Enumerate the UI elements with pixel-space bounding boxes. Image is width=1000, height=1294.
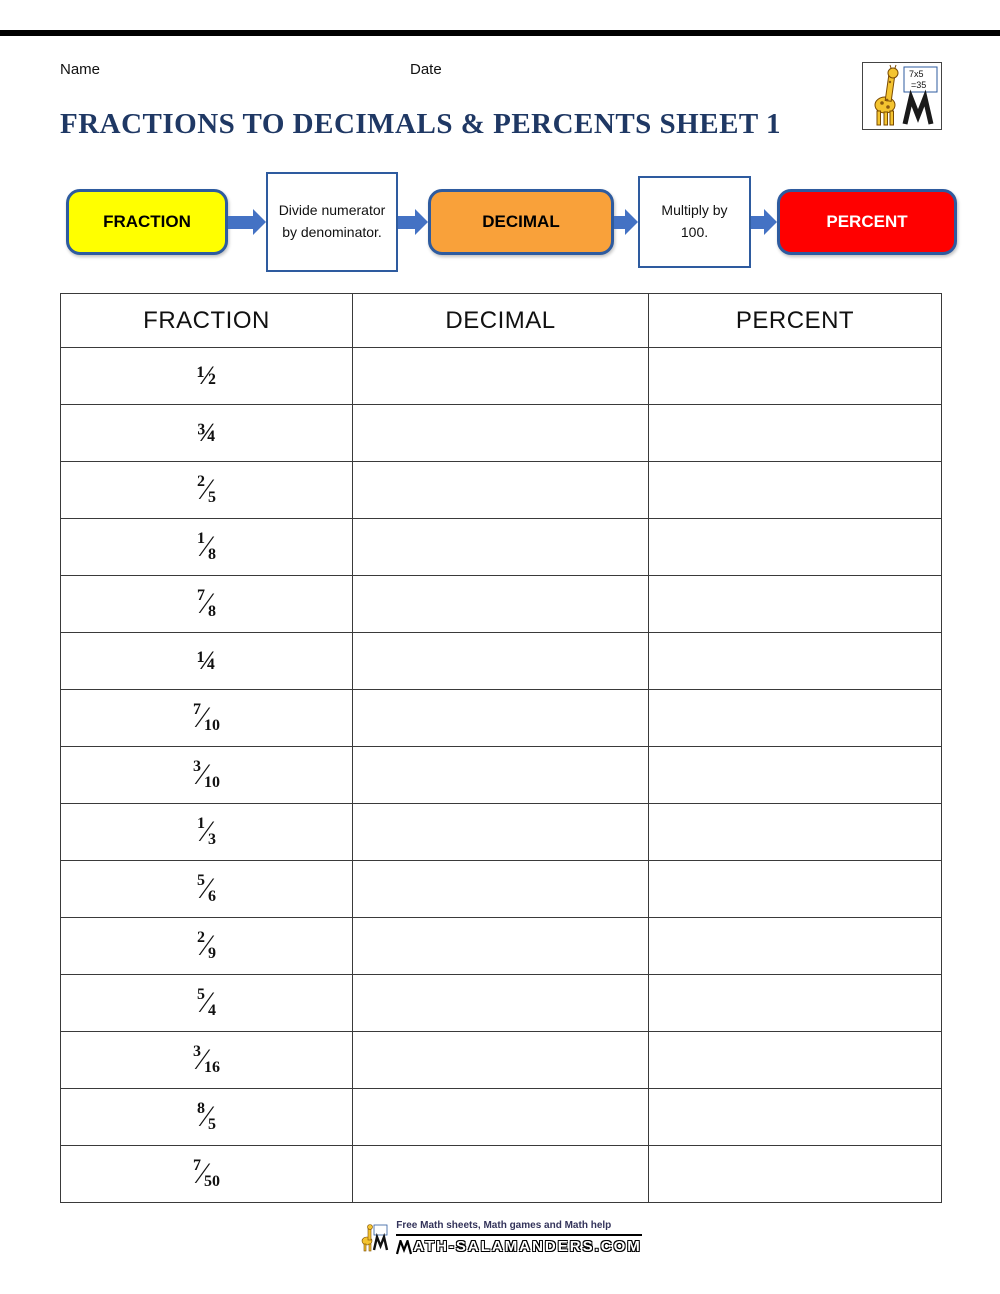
- decimal-blank-cell: [353, 975, 649, 1032]
- fraction-cell: 5 ⁄ 6: [61, 861, 353, 918]
- percent-blank-cell: [649, 1089, 942, 1146]
- table-row: [61, 462, 942, 519]
- footer-site-text: ATH-SALAMANDERS.COM: [413, 1238, 642, 1255]
- fraction-box-label: FRACTION: [103, 212, 191, 231]
- percent-blank-cell: [649, 405, 942, 462]
- footer: [0, 1220, 1000, 1255]
- decimal-blank-cell: [353, 1089, 649, 1146]
- fraction-cell: ¾: [61, 405, 353, 462]
- fraction-cell: 1 ⁄ 3: [61, 804, 353, 861]
- decimal-box: [428, 189, 614, 255]
- percent-blank-cell: [649, 1146, 942, 1203]
- fraction-cell: 7 ⁄ 10: [61, 690, 353, 747]
- fraction-cell: 2 ⁄ 9: [61, 918, 353, 975]
- decimal-blank-cell: [353, 918, 649, 975]
- arrow-right-icon: [398, 209, 428, 235]
- divide-note-text: Divide numerator by denominator.: [278, 202, 386, 240]
- table-row: [61, 861, 942, 918]
- conversion-flow: [66, 170, 961, 274]
- table-row: [61, 747, 942, 804]
- salamanders-m-icon: [396, 1240, 412, 1255]
- table-row: [61, 1032, 942, 1089]
- footer-divider: [396, 1234, 642, 1236]
- percent-blank-cell: [649, 918, 942, 975]
- arrow-right-icon: [228, 209, 266, 235]
- fraction-cell: 7 ⁄ 50: [61, 1146, 353, 1203]
- footer-text-block: [396, 1220, 642, 1255]
- decimal-blank-cell: [353, 519, 649, 576]
- column-header-decimal: DECIMAL: [353, 294, 649, 348]
- decimal-blank-cell: [353, 348, 649, 405]
- date-label: Date: [410, 61, 442, 78]
- divide-note-box: [266, 172, 398, 272]
- site-logo: [862, 62, 942, 130]
- table-header-row: [61, 294, 942, 348]
- multiply-note-box: [638, 176, 751, 268]
- percent-blank-cell: [649, 519, 942, 576]
- table-row: [61, 348, 942, 405]
- percent-box-label: PERCENT: [826, 212, 908, 231]
- fraction-box: [66, 189, 228, 255]
- fraction-cell: 8 ⁄ 5: [61, 1089, 353, 1146]
- page-title: FRACTIONS TO DECIMALS & PERCENTS SHEET 1: [60, 108, 781, 140]
- arrow-right-icon: [614, 209, 638, 235]
- worksheet-table: [60, 293, 942, 1203]
- table-row: [61, 975, 942, 1032]
- top-divider: [0, 30, 1000, 36]
- percent-blank-cell: [649, 1032, 942, 1089]
- column-header-percent: PERCENT: [649, 294, 942, 348]
- fraction-cell: ¼: [61, 633, 353, 690]
- fraction-cell: 3 ⁄ 10: [61, 747, 353, 804]
- multiply-note-text: Multiply by 100.: [661, 202, 728, 240]
- svg-text:7x5: 7x5: [909, 69, 924, 79]
- decimal-blank-cell: [353, 576, 649, 633]
- arrow-right-icon: [751, 209, 777, 235]
- svg-text:=35: =35: [911, 80, 927, 90]
- decimal-blank-cell: [353, 747, 649, 804]
- footer-tagline: Free Math sheets, Math games and Math help: [396, 1220, 612, 1231]
- giraffe-logo-icon: [864, 64, 940, 128]
- decimal-box-label: DECIMAL: [482, 212, 560, 231]
- fraction-cell: 7 ⁄ 8: [61, 576, 353, 633]
- percent-blank-cell: [649, 462, 942, 519]
- table-row: [61, 918, 942, 975]
- fraction-cell: ½: [61, 348, 353, 405]
- decimal-blank-cell: [353, 462, 649, 519]
- decimal-blank-cell: [353, 690, 649, 747]
- percent-blank-cell: [649, 576, 942, 633]
- percent-blank-cell: [649, 747, 942, 804]
- percent-blank-cell: [649, 861, 942, 918]
- decimal-blank-cell: [353, 1146, 649, 1203]
- decimal-blank-cell: [353, 861, 649, 918]
- decimal-blank-cell: [353, 1032, 649, 1089]
- fraction-cell: 1 ⁄ 8: [61, 519, 353, 576]
- column-header-fraction: FRACTION: [61, 294, 353, 348]
- footer-site-name: [396, 1238, 642, 1255]
- fraction-cell: 3 ⁄ 16: [61, 1032, 353, 1089]
- percent-box: [777, 189, 957, 255]
- percent-blank-cell: [649, 975, 942, 1032]
- decimal-blank-cell: [353, 804, 649, 861]
- table-row: [61, 633, 942, 690]
- percent-blank-cell: [649, 804, 942, 861]
- percent-blank-cell: [649, 633, 942, 690]
- name-label: Name: [60, 61, 101, 78]
- table-row: [61, 1146, 942, 1203]
- table-row: [61, 519, 942, 576]
- percent-blank-cell: [649, 348, 942, 405]
- decimal-blank-cell: [353, 633, 649, 690]
- table-row: [61, 804, 942, 861]
- table-row: [61, 690, 942, 747]
- table-row: [61, 1089, 942, 1146]
- table-row: [61, 576, 942, 633]
- decimal-blank-cell: [353, 405, 649, 462]
- fraction-cell: 5 ⁄ 4: [61, 975, 353, 1032]
- percent-blank-cell: [649, 690, 942, 747]
- fraction-cell: 2 ⁄ 5: [61, 462, 353, 519]
- table-row: [61, 405, 942, 462]
- table-body: [61, 348, 942, 1203]
- footer-giraffe-icon: [358, 1223, 390, 1253]
